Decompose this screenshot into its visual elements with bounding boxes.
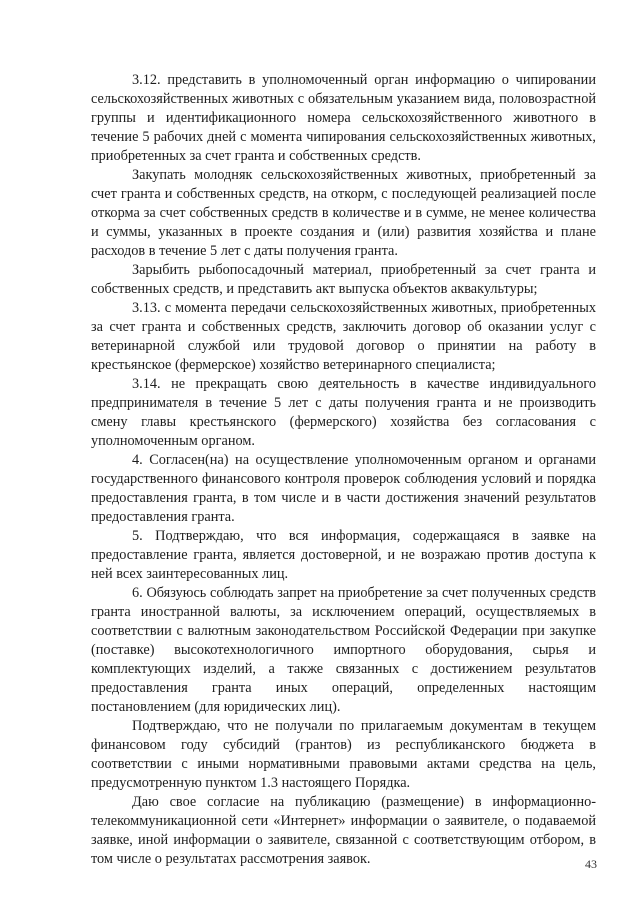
- paragraph-3-13: 3.13. с момента передачи сельскохозяйственных животных, приобретенных за счет гранта и собственных средств, заключить договор об оказании услуг с ветеринарной службой или трудовой договор о принятии на работу в крестьянское (фермерское) хозяйство ветеринарного специалиста;: [91, 300, 596, 373]
- paragraph-fish-stocking: Зарыбить рыбопосадочный материал, приобретенный за счет гранта и собственных средств, и представить акт выпуска объектов аквакультуры;: [91, 262, 596, 297]
- page-number: 43: [585, 857, 597, 871]
- document-body: [91, 71, 596, 869]
- paragraph-5: 5. Подтверждаю, что вся информация, содержащаяся в заявке на предоставление гранта, является достоверной, и не возражаю против доступа к ней всех заинтересованных лиц.: [91, 528, 596, 582]
- paragraph-3-12: 3.12. представить в уполномоченный орган информацию о чипировании сельскохозяйственных животных с обязательным указанием вида, половозрастной группы и идентификационного номера сельскохозяйственного животного в течение 5 рабочих дней с момента чипирования сельскохозяйственных животных, приобретенных за счет гранта и собственных средств.: [91, 72, 596, 164]
- paragraph-3-14: 3.14. не прекращать свою деятельность в качестве индивидуального предпринимателя в течение 5 лет с даты получения гранта и не производить смену главы крестьянского (фермерского) хозяйства без согласования с уполномоченным органом.: [91, 376, 596, 449]
- paragraph-4: 4. Согласен(на) на осуществление уполномоченным органом и органами государственного финансового контроля проверок соблюдения условий и порядка предоставления гранта, в том числе и в части достижения значений результатов предоставления гранта.: [91, 452, 596, 525]
- paragraph-young-livestock: Закупать молодняк сельскохозяйственных животных, приобретенный за счет гранта и собственных средств, на откорм, с последующей реализацией после откорма за счет собственных средств в количестве и в сумме, не менее количества и суммы, указанных в проекте создания и (или) развития хозяйства и плане расходов в течение 5 лет с даты получения гранта.: [91, 167, 596, 259]
- paragraph-no-subsidies: Подтверждаю, что не получали по прилагаемым документам в текущем финансовом году субсидий (грантов) из республиканского бюджета в соответствии с иными нормативными правовыми актами средства на цель, предусмотренную пунктом 1.3 настоящего Порядка.: [91, 718, 596, 791]
- paragraph-publication-consent: Даю свое согласие на публикацию (размещение) в информационно-телекоммуникационной сети «Интернет» информации о заявителе, о подаваемой заявке, иной информации о заявителе, связанной с соответствующим отбором, в том числе о результатах рассмотрения заявок.: [91, 794, 596, 867]
- paragraph-6: 6. Обязуюсь соблюдать запрет на приобретение за счет полученных средств гранта иностранной валюты, за исключением операций, осуществляемых в соответствии с валютным законодательством Российской Федерации при закупке (поставке) высокотехнологичного импортного оборудования, сырья и комплектующих изделий, а также связанных с достижением результатов предоставления гранта иных операций, определенных настоящим постановлением (для юридических лиц).: [91, 585, 596, 715]
